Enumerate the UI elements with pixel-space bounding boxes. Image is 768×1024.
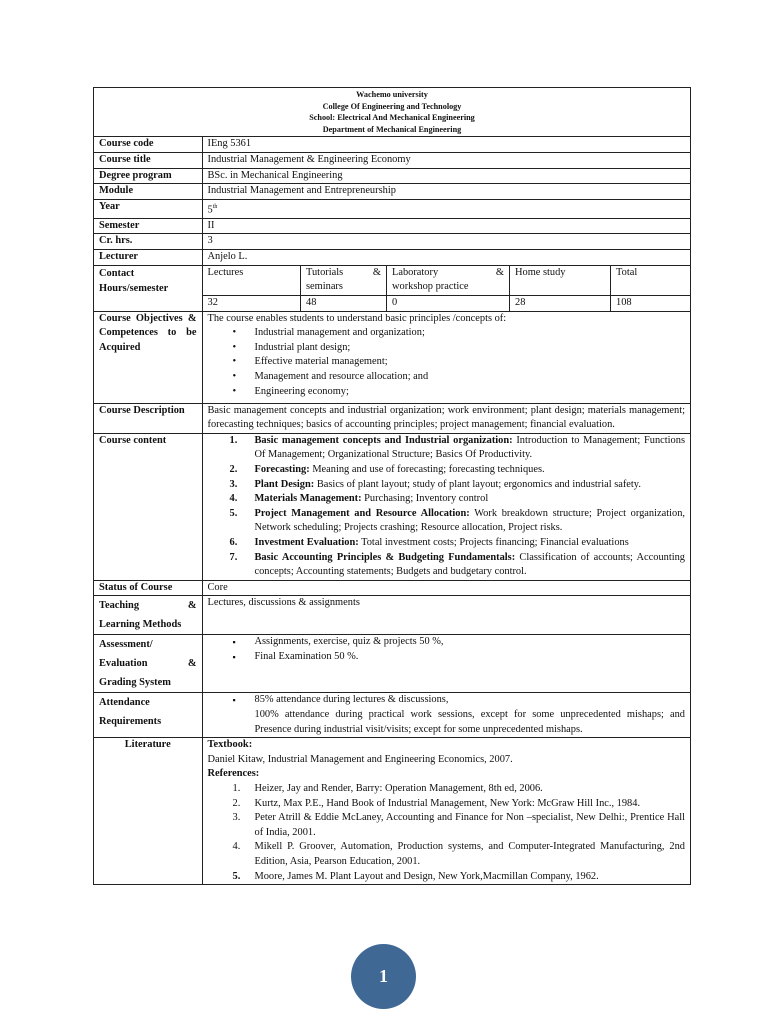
row-course-description xyxy=(94,403,690,433)
syllabus-grid xyxy=(94,137,690,884)
content-item-number: 6. xyxy=(229,537,238,549)
reference-text: Peter Atrill & Eddie McLaney, Accounting and Finance for Non –specialist, New Delhi:, Prentice Hall of India, 2001. xyxy=(254,812,685,838)
reference-item xyxy=(232,811,686,840)
contact-hours-label xyxy=(94,265,202,311)
row-year xyxy=(94,199,690,218)
degree-program-label: Degree program xyxy=(94,168,202,184)
attendance-label xyxy=(94,693,202,738)
laboratory-header-b: & xyxy=(495,266,504,278)
credit-hours-label: Cr. hrs. xyxy=(94,234,202,250)
laboratory-hours: 0 xyxy=(387,296,510,311)
content-item-text: Work breakdown structure; Project organization, Network scheduling; Projects crashing; Resource allocation, Project risks. xyxy=(254,507,685,534)
content-item-number: 3. xyxy=(229,478,238,490)
assessment-label xyxy=(94,635,202,693)
contact-label-line1: Contact xyxy=(99,267,135,279)
content-item xyxy=(229,463,686,478)
module-value: Industrial Management and Entrepreneurship xyxy=(202,184,690,200)
year-label: Year xyxy=(94,199,202,218)
content-item-number: 4. xyxy=(229,493,238,505)
reference-number: 5. xyxy=(232,870,241,882)
reference-item xyxy=(232,782,686,797)
semester-label: Semester xyxy=(94,218,202,234)
reference-number: 2. xyxy=(232,797,241,809)
reference-item xyxy=(232,870,686,885)
reference-number: 4. xyxy=(232,841,241,853)
content-item-number: 5. xyxy=(229,507,238,519)
content-item-title: Investment Evaluation: xyxy=(254,537,359,549)
row-assessment xyxy=(94,635,690,693)
attendance-label-b: Requirements xyxy=(99,716,162,728)
course-content-list xyxy=(208,434,686,580)
attendance-list xyxy=(208,693,686,737)
attendance-label-a: Attendance xyxy=(99,697,150,709)
content-item-number: 2. xyxy=(229,464,238,476)
content-item-title: Forecasting: xyxy=(254,464,310,476)
laboratory-header xyxy=(387,266,510,296)
row-course-objectives xyxy=(94,311,690,403)
objective-item: • Management and resource allocation; and xyxy=(255,370,686,385)
references-list xyxy=(208,782,686,884)
assessment-label-a: Assessment/ xyxy=(99,639,153,651)
lectures-header: Lectures xyxy=(203,266,301,296)
reference-text: Heizer, Jay and Render, Barry: Operation Management, 8th ed, 2006. xyxy=(254,782,543,794)
attendance-item: ▪ 85% attendance during lectures & discussions, xyxy=(255,693,686,708)
content-item-text: Meaning and use of forecasting; forecasting techniques. xyxy=(309,464,545,476)
reference-text: Mikell P. Groover, Automation, Production systems, and Computer-Integrated Manufacturing, 2nd Edition, Asia, Pearson Education, 2001. xyxy=(254,841,685,867)
status-value: Core xyxy=(202,580,690,596)
department-name: Department of Mechanical Engineering xyxy=(322,124,462,134)
row-module xyxy=(94,184,690,200)
attendance-item-text: 100% attendance during practical work sessions, except for some unprecedented mishaps; and Presence during industrial visit/visits; except for some unprecedented mishaps. xyxy=(254,709,685,735)
teaching-label-a: Teaching xyxy=(99,600,140,612)
tutorials-header-b: & xyxy=(372,266,381,278)
lecturer-label: Lecturer xyxy=(94,250,202,266)
objective-item: • Industrial plant design; xyxy=(255,341,686,356)
course-code-label: Course code xyxy=(94,137,202,152)
row-credit-hours xyxy=(94,234,690,250)
content-item-text: Basics of plant layout; study of plant layout; ergonomics and industrial safety. xyxy=(314,478,641,490)
contact-hours-cell xyxy=(202,265,690,311)
assessment-value xyxy=(202,635,690,693)
teaching-value: Lectures, discussions & assignments xyxy=(202,596,690,635)
assessment-label-c: & xyxy=(187,658,197,670)
references-label: References: xyxy=(207,768,260,780)
course-description-value: Basic management concepts and industrial organization; work environment; plant design; materials management; forecasting techniques; basics of accounting principles; project management; financial evaluation. xyxy=(202,403,690,433)
row-contact-hours xyxy=(94,265,690,311)
course-code-value: IEng 5361 xyxy=(202,137,690,152)
lecturer-value: Anjelo L. xyxy=(202,250,690,266)
content-item-title: Basic Accounting Principles & Budgeting Fundamentals: xyxy=(254,551,516,563)
year-number: 5 xyxy=(207,204,213,216)
course-objectives-label: Course Objectives & Competences to be Acquired xyxy=(94,311,202,403)
laboratory-header-c: workshop practice xyxy=(392,281,469,293)
row-status-of-course xyxy=(94,580,690,596)
attendance-value xyxy=(202,693,690,738)
attendance-item xyxy=(208,708,686,737)
row-semester xyxy=(94,218,690,234)
course-title-label: Course title xyxy=(94,152,202,168)
contact-hours-header-row xyxy=(203,266,691,296)
course-title-value: Industrial Management & Engineering Economy xyxy=(202,152,690,168)
lectures-hours: 32 xyxy=(203,296,301,311)
row-course-title xyxy=(94,152,690,168)
credit-hours-value: 3 xyxy=(202,234,690,250)
objective-item: • Industrial management and organization; xyxy=(255,326,686,341)
content-item-text: Introduction to Management; Functions Of Management; Organizational Structure; Basics Of Productivity. xyxy=(254,434,685,461)
reference-text: Moore, James M. Plant Layout and Design, New York,Macmillan Company, 1962. xyxy=(254,870,599,882)
content-item xyxy=(229,536,686,551)
status-label: Status of Course xyxy=(94,580,202,596)
reference-item xyxy=(232,840,686,869)
row-teaching-methods xyxy=(94,596,690,635)
row-course-content xyxy=(94,433,690,580)
year-suffix: th xyxy=(212,203,218,210)
content-item xyxy=(229,434,686,463)
course-objectives-value xyxy=(202,311,690,403)
page-number-badge: 1 xyxy=(351,944,416,1009)
content-item xyxy=(229,551,686,580)
teaching-label xyxy=(94,596,202,635)
college-name: College Of Engineering and Technology xyxy=(322,101,462,111)
course-content-value xyxy=(202,433,690,580)
content-item-text: Classification of accounts; Accounting concepts; Accounting statements; Budgets and budgetary control. xyxy=(254,551,686,578)
course-content-label: Course content xyxy=(94,433,202,580)
document-header xyxy=(94,88,690,137)
textbook-value: Daniel Kitaw, Industrial Management and Engineering Economics, 2007. xyxy=(207,753,513,765)
total-header: Total xyxy=(611,266,691,296)
row-attendance xyxy=(94,693,690,738)
contact-label-line2: Hours/semester xyxy=(99,282,169,294)
content-item-text: Purchasing; Inventory control xyxy=(361,493,489,505)
course-description-label: Course Description xyxy=(94,403,202,433)
row-course-code xyxy=(94,137,690,152)
assessment-item: ▪ Final Examination 50 %. xyxy=(255,650,686,665)
content-item-title: Project Management and Resource Allocation: xyxy=(254,507,470,519)
content-item-title: Materials Management: xyxy=(254,493,362,505)
assessment-list xyxy=(208,635,686,664)
objectives-list xyxy=(208,326,686,399)
tutorials-header-a: Tutorials xyxy=(306,266,344,278)
semester-value: II xyxy=(202,218,690,234)
tutorials-hours: 48 xyxy=(301,296,387,311)
assessment-item: ▪ Assignments, exercise, quiz & projects 50 %, xyxy=(255,635,686,650)
row-lecturer xyxy=(94,250,690,266)
content-item-number: 7. xyxy=(229,551,238,563)
content-item-text: Total investment costs; Projects financing; Financial evaluations xyxy=(358,537,629,549)
laboratory-header-a: Laboratory xyxy=(392,266,439,278)
module-label: Module xyxy=(94,184,202,200)
literature-label: Literature xyxy=(94,738,202,884)
contact-hours-value-row xyxy=(203,296,691,311)
content-item-number: 1. xyxy=(229,434,238,446)
content-item xyxy=(229,507,686,536)
university-name: Wachemo university xyxy=(356,90,428,99)
year-value xyxy=(202,199,690,218)
school-name: School: Electrical And Mechanical Engineering xyxy=(309,113,475,123)
teaching-label-b: & xyxy=(187,600,197,612)
home-study-header: Home study xyxy=(510,266,611,296)
tutorials-header xyxy=(301,266,387,296)
home-study-hours: 28 xyxy=(510,296,611,311)
row-literature xyxy=(94,738,690,884)
content-item xyxy=(229,492,686,507)
reference-number: 1. xyxy=(232,782,241,794)
row-degree-program xyxy=(94,168,690,184)
degree-program-value: BSc. in Mechanical Engineering xyxy=(202,168,690,184)
total-hours: 108 xyxy=(611,296,691,311)
literature-value xyxy=(202,738,690,884)
objectives-intro: The course enables students to understand basic principles /concepts of: xyxy=(207,312,507,324)
objective-item: • Effective material management; xyxy=(255,355,686,370)
tutorials-header-c: seminars xyxy=(306,281,343,293)
assessment-label-b: Evaluation xyxy=(99,658,148,670)
content-item-title: Plant Design: xyxy=(254,478,315,490)
reference-text: Kurtz, Max P.E., Hand Book of Industrial Management, New York: McGraw Hill Inc., 1984. xyxy=(254,797,641,809)
objective-item: • Engineering economy; xyxy=(255,385,686,400)
content-item xyxy=(229,478,686,493)
teaching-label-c: Learning Methods xyxy=(99,619,182,631)
assessment-label-d: Grading System xyxy=(99,677,171,689)
textbook-label: Textbook: xyxy=(207,739,253,751)
course-syllabus-table xyxy=(93,87,691,885)
reference-number: 3. xyxy=(232,812,241,824)
contact-hours-table xyxy=(203,266,691,311)
content-item-title: Basic management concepts and Industrial organization: xyxy=(254,434,513,446)
reference-item xyxy=(232,797,686,812)
